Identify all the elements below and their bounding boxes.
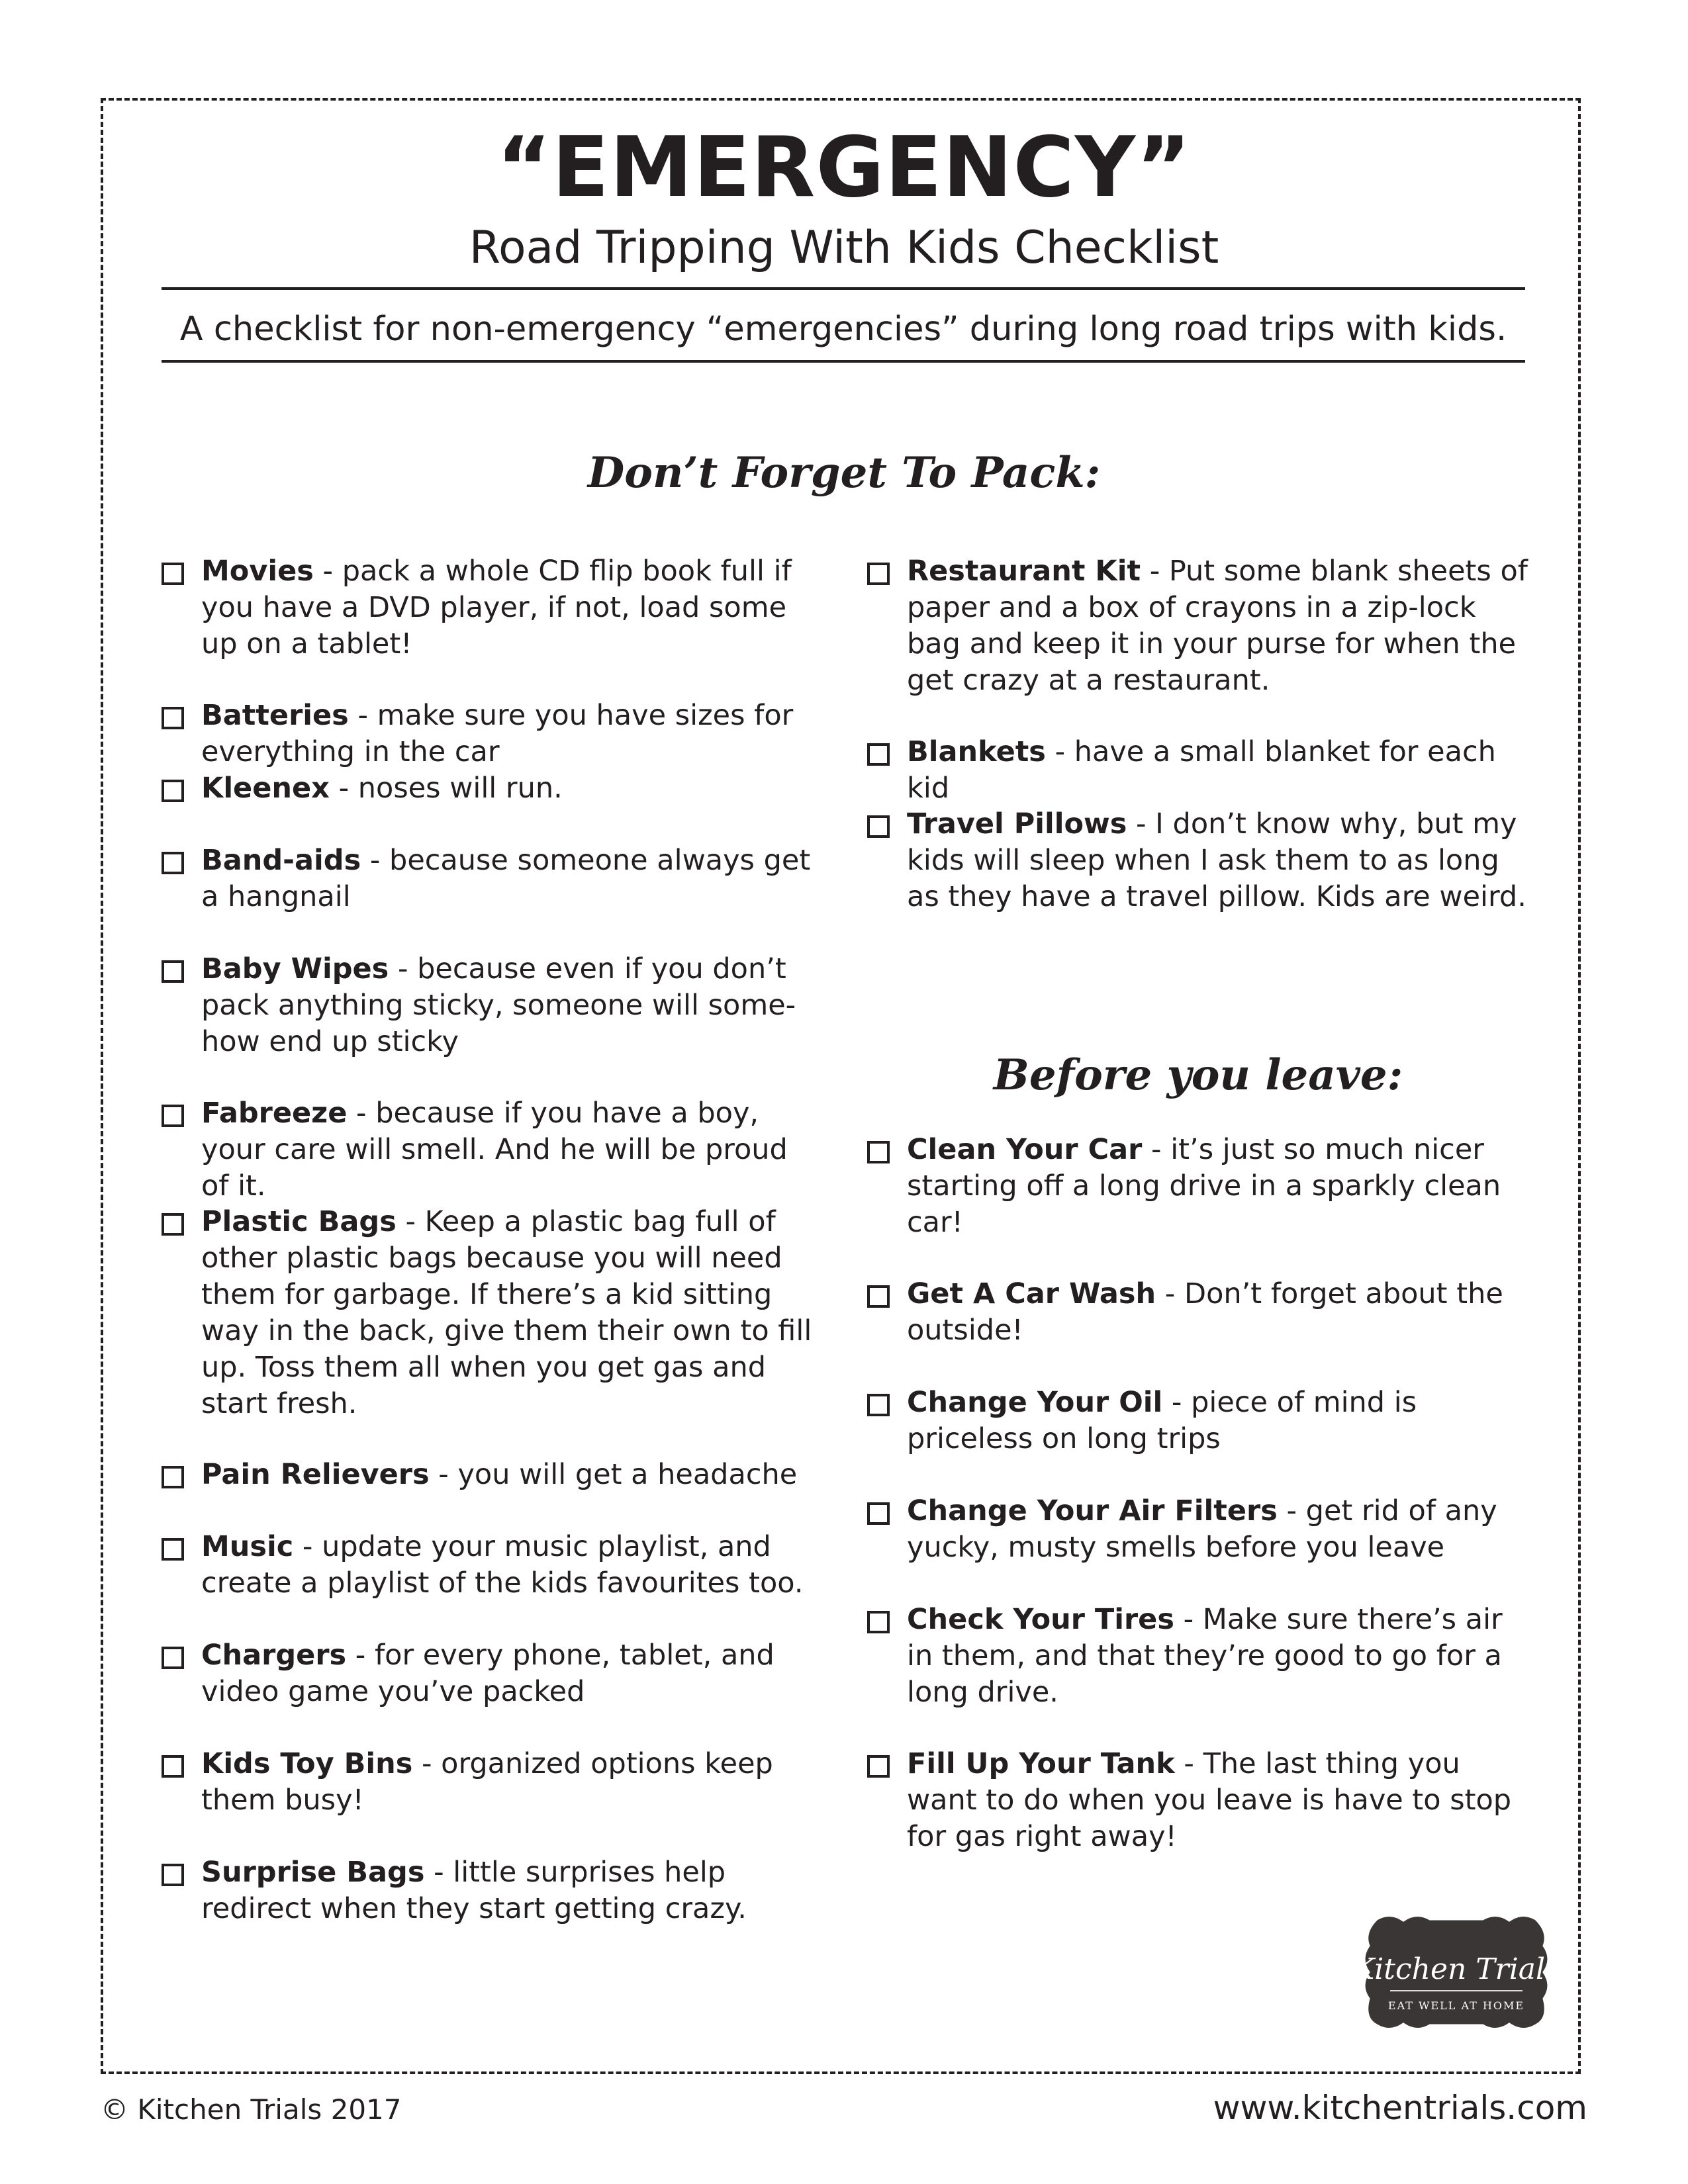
checkbox[interactable]: [162, 1647, 184, 1669]
item-label: Music: [201, 1530, 294, 1563]
kitchen-trials-logo[interactable]: [1350, 1906, 1562, 2038]
bottom-rule: [162, 360, 1525, 363]
item-text: - Put some blank sheets of paper and a box of crayons in a zip-lock bag and keep it in your purse for when the get crazy at a restaurant.: [907, 555, 1528, 697]
tagline: A checklist for non-emergency “emergencies” during long road trips with kids.: [179, 310, 1507, 349]
before-heading: Before you leave:: [993, 1050, 1403, 1100]
item-label: Fabreeze: [201, 1097, 348, 1130]
item-text: - piece of mind is priceless on long trips: [907, 1386, 1417, 1455]
checkbox[interactable]: [162, 563, 184, 585]
item-label: Baby Wipes: [201, 952, 389, 985]
item-label: Change Your Oil: [907, 1386, 1163, 1419]
logo-tagline: EAT WELL AT HOME: [1387, 1999, 1525, 2012]
item-label: Travel Pillows: [907, 807, 1127, 841]
item-text: - it’s just so much nicer starting off a long drive in a sparkly clean car!: [907, 1133, 1501, 1239]
list-item[interactable]: [162, 951, 823, 1060]
item-text: - Don’t forget about the outside!: [907, 1277, 1503, 1347]
item-text: - have a small blanket for each kid: [907, 735, 1496, 805]
item-text: - because if you have a boy, your care will smell. And he will be proud of it.: [201, 1097, 788, 1203]
item-text: - I don’t know why, but my kids will sleep when I ask them to as long as they have a travel pillow. Kids are weird.: [907, 807, 1526, 913]
list-item[interactable]: [867, 553, 1529, 699]
item-text: - little surprises help redirect when they start getting crazy.: [201, 1856, 747, 1925]
page-title: “EMERGENCY”: [496, 118, 1192, 216]
checkbox[interactable]: [162, 1864, 184, 1886]
page-subtitle: Road Tripping With Kids Checklist: [469, 222, 1219, 274]
item-text: - update your music playlist, and create a playlist of the kids favourites too.: [201, 1530, 804, 1600]
copyright: © Kitchen Trials 2017: [101, 2093, 402, 2126]
logo-name: Kitchen Trials: [1352, 1952, 1560, 1986]
item-text: - pack a whole CD flip book full if you have a DVD player, if not, load some up on a tablet!: [201, 555, 792, 660]
item-label: Clean Your Car: [907, 1133, 1143, 1166]
list-item[interactable]: [162, 770, 823, 807]
checkbox[interactable]: [867, 1755, 890, 1778]
list-item[interactable]: [162, 1457, 823, 1493]
item-label: Fill Up Your Tank: [907, 1747, 1175, 1780]
list-item[interactable]: [162, 553, 823, 662]
checkbox[interactable]: [867, 563, 890, 585]
list-item[interactable]: [867, 1385, 1529, 1457]
pack-heading: Don’t Forget To Pack:: [587, 448, 1101, 498]
item-text: - The last thing you want to do when you leave is have to stop for gas right away!: [907, 1747, 1512, 1853]
item-text: - for every phone, tablet, and video game you’ve packed: [201, 1639, 774, 1708]
item-label: Plastic Bags: [201, 1205, 397, 1238]
item-label: Get A Car Wash: [907, 1277, 1156, 1310]
checkbox[interactable]: [162, 960, 184, 983]
checkbox[interactable]: [867, 743, 890, 766]
list-item[interactable]: [162, 1204, 823, 1422]
list-item[interactable]: [867, 1493, 1529, 1566]
list-item[interactable]: [162, 1854, 823, 1927]
item-label: Batteries: [201, 699, 349, 732]
checkbox[interactable]: [162, 1213, 184, 1236]
item-text: - because even if you don’t pack anything sticky, someone will some-how end up sticky: [201, 952, 796, 1058]
item-label: Kleenex: [201, 772, 330, 805]
item-text: - because someone always get a hangnail: [201, 844, 811, 913]
item-text: - Make sure there’s air in them, and that they’re good to go for a long drive.: [907, 1603, 1503, 1709]
list-item[interactable]: [162, 1529, 823, 1602]
item-label: Chargers: [201, 1639, 347, 1672]
list-item[interactable]: [162, 1095, 823, 1205]
checkbox[interactable]: [867, 1141, 890, 1163]
item-label: Movies: [201, 555, 314, 588]
checkbox[interactable]: [162, 780, 184, 802]
item-text: - you will get a headache: [429, 1458, 798, 1491]
checkbox[interactable]: [867, 1394, 890, 1416]
item-text: - organized options keep them busy!: [201, 1747, 773, 1817]
website-link[interactable]: www.kitchentrials.com: [1213, 2089, 1587, 2127]
item-label: Pain Relievers: [201, 1458, 430, 1491]
item-label: Restaurant Kit: [907, 555, 1141, 588]
item-text: - noses will run.: [329, 772, 563, 805]
checkbox[interactable]: [867, 815, 890, 838]
checkbox[interactable]: [162, 1538, 184, 1561]
checkbox[interactable]: [867, 1285, 890, 1308]
item-text: - make sure you have sizes for everything in the car: [201, 699, 794, 768]
checkbox[interactable]: [162, 707, 184, 729]
checkbox[interactable]: [162, 1755, 184, 1778]
checkbox[interactable]: [162, 1466, 184, 1488]
list-item[interactable]: [867, 806, 1529, 915]
list-item[interactable]: [867, 1746, 1529, 1855]
list-item[interactable]: [867, 1132, 1529, 1241]
item-label: Change Your Air Filters: [907, 1494, 1278, 1527]
item-label: Kids Toy Bins: [201, 1747, 413, 1780]
item-text: - get rid of any yucky, musty smells before you leave: [907, 1494, 1497, 1564]
list-item[interactable]: [867, 734, 1529, 807]
item-label: Check Your Tires: [907, 1603, 1174, 1636]
item-label: Blankets: [907, 735, 1046, 768]
list-item[interactable]: [162, 1637, 823, 1710]
list-item[interactable]: [162, 698, 823, 770]
checkbox[interactable]: [867, 1611, 890, 1633]
list-item[interactable]: [162, 1746, 823, 1819]
list-item[interactable]: [162, 842, 823, 915]
item-text: - Keep a plastic bag full of other plastic bags because you will need them for garbage. If there’s a kid sitting way in the back, give them their own to fill up. Toss them all when you get gas and start fresh.: [201, 1205, 812, 1420]
list-item[interactable]: [867, 1276, 1529, 1349]
list-item[interactable]: [867, 1602, 1529, 1711]
checkbox[interactable]: [867, 1502, 890, 1525]
top-rule: [162, 287, 1525, 290]
item-label: Surprise Bags: [201, 1856, 425, 1889]
checkbox[interactable]: [162, 1105, 184, 1127]
checkbox[interactable]: [162, 852, 184, 874]
item-label: Band-aids: [201, 844, 361, 877]
